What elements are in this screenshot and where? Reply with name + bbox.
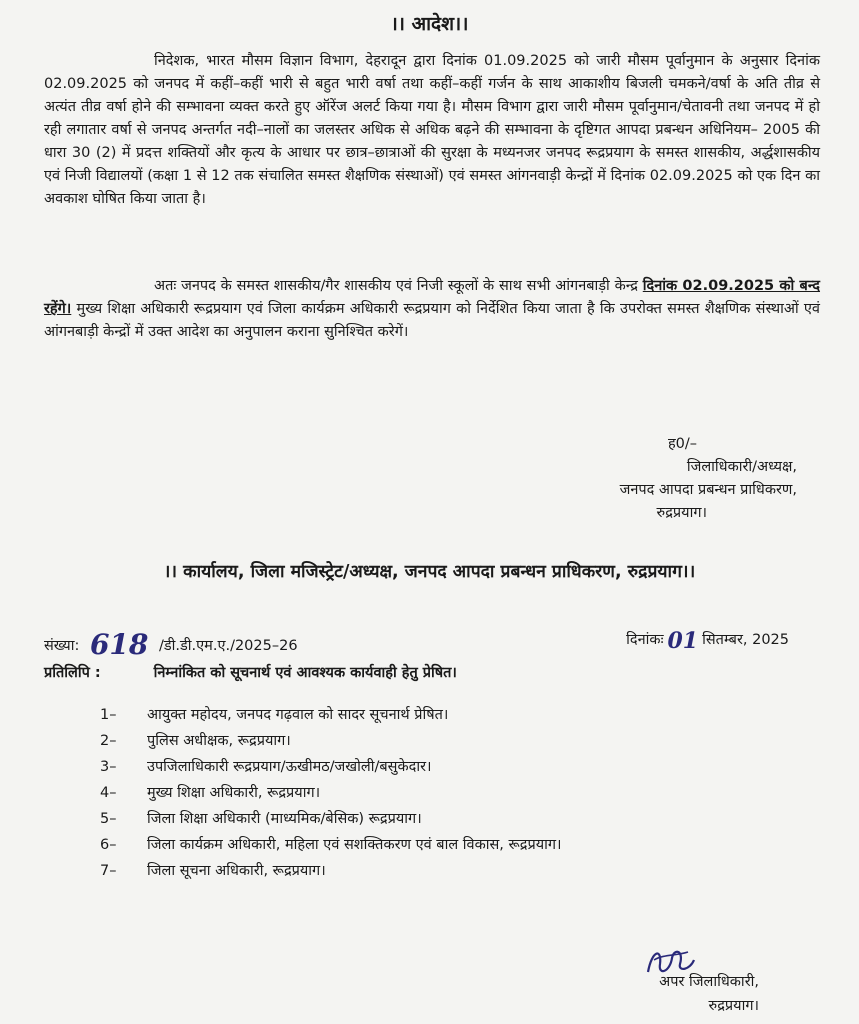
copy-label: प्रतिलिपि : bbox=[44, 665, 101, 681]
list-item-number: 7– bbox=[100, 863, 117, 879]
list-item-text: उपजिलाधिकारी रूद्रप्रयाग/ऊखीमठ/जखोली/बसुकेदार। bbox=[147, 759, 432, 775]
office-heading: ।। कार्यालय, जिला मजिस्ट्रेट/अध्यक्ष, जनपद आपदा प्रबन्धन प्राधिकरण, रुद्रप्रयाग।। bbox=[163, 562, 696, 582]
date-suffix: सितम्बर, 2025 bbox=[702, 632, 789, 648]
paragraph-1-text: निदेशक, भारत मौसम विज्ञान विभाग, देहरादून द्वारा दिनांक 01.09.2025 को जारी मौसम पूर्वानुमान के अनुसार दिनांक 02.09.2025 को जनपद में कहीं–कहीं भारी से बहुत भारी वर्षा तथा कहीं–कहीं गर्जन के साथ आकाशीय बिजली चमकने/वर्षा के अति तीव्र से अत्यंत तीव्र वर्षा होने की सम्भावना व्यक्त करते हुए ऑरेंज अलर्ट किया गया है। मौसम विभाग द्वारा जारी मौसम पूर्वानुमान/चेतावनी तथा जनपद में हो रही लगातार वर्षा से जनपद अन्तर्गत नदी–नालों का जलस्तर अधिक से अधिक बढ़ने की सम्भावना के दृष्टिगत आपदा प्रबन्धन अधिनियम– 2005 की धारा 30 (2) में प्रदत्त शक्तियों और कृत्य के आधार पर छात्र–छात्राओं की सुरक्षा के मध्यनजर जनपद रूद्रप्रयाग के समस्त शासकीय, अर्द्धशासकीय एवं निजी विद्यालयों (कक्षा 1 से 12 तक संचालित समस्त शैक्षणिक संस्थाओं) एवं समस्त आंगनवाड़ी केन्द्रों में दिनांक 02.09.2025 को एक दिन का अवकाश घोषित किया जाता है। bbox=[44, 53, 820, 207]
date-handwritten: 01 bbox=[667, 628, 699, 654]
list-item bbox=[100, 832, 562, 858]
list-item-number: 6– bbox=[100, 837, 117, 853]
list-item bbox=[100, 754, 562, 780]
reference-date bbox=[626, 628, 789, 654]
reference-line bbox=[44, 628, 789, 661]
list-item bbox=[100, 780, 562, 806]
copy-text: निम्नांकित को सूचनार्थ एवं आवश्यक कार्यवाही हेतु प्रेषित। bbox=[153, 665, 457, 681]
copy-line bbox=[44, 662, 457, 682]
list-item-number: 2– bbox=[100, 733, 117, 749]
signature-block-additional-dm bbox=[499, 970, 759, 1018]
list-item-text: जिला सूचना अधिकारी, रूद्रप्रयाग। bbox=[147, 863, 326, 879]
list-item-number: 5– bbox=[100, 811, 117, 827]
signatory-place: रुद्रप्रयाग। bbox=[656, 505, 707, 521]
list-item bbox=[100, 728, 562, 754]
signature-mark: ह0/– bbox=[667, 436, 697, 452]
list-item bbox=[100, 806, 562, 832]
list-item-text: जिला कार्यक्रम अधिकारी, महिला एवं सशक्तिकरण एवं बाल विकास, रूद्रप्रयाग। bbox=[147, 837, 562, 853]
signatory-place: रुद्रप्रयाग। bbox=[708, 998, 759, 1014]
paragraph-2-part1: अतः जनपद के समस्त शासकीय/गैर शासकीय एवं निजी स्कूलों के साथ सभी आंगनबाड़ी केन्द्र bbox=[154, 278, 638, 294]
list-item-number: 1– bbox=[100, 707, 117, 723]
reference-number-suffix: /डी.डी.एम.ए./2025–26 bbox=[159, 638, 298, 654]
list-item-number: 4– bbox=[100, 785, 117, 801]
list-item-text: मुख्य शिक्षा अधिकारी, रूद्रप्रयाग। bbox=[147, 785, 321, 801]
reference-number-handwritten: 618 bbox=[89, 628, 149, 661]
list-item-number: 3– bbox=[100, 759, 117, 775]
order-paragraph-1 bbox=[44, 50, 820, 211]
recipient-list bbox=[100, 702, 562, 884]
reference-number-label: संख्या: bbox=[44, 638, 80, 654]
signatory-designation: अपर जिलाधिकारी, bbox=[659, 974, 759, 990]
list-item bbox=[100, 702, 562, 728]
signature-block-district-magistrate bbox=[497, 433, 797, 525]
list-item bbox=[100, 858, 562, 884]
order-title: ।। आदेश।। bbox=[390, 13, 469, 35]
signatory-designation: जिलाधिकारी/अध्यक्ष, bbox=[686, 459, 797, 475]
order-paragraph-2 bbox=[44, 275, 820, 344]
paragraph-2-part2: मुख्य शिक्षा अधिकारी रूद्रप्रयाग एवं जिला कार्यक्रम अधिकारी रूद्रप्रयाग को निर्देशित किया जाता है कि उपरोक्त समस्त शैक्षणिक संस्थाओं एवं आंगनबाड़ी केन्द्रों में उक्त आदेश का अनुपालन कराना सुनिश्चित करेगें। bbox=[44, 301, 820, 340]
closure-statement: दिनांक 02.09.2025 को बन्द रहेंगे। bbox=[44, 278, 821, 317]
list-item-text: पुलिस अधीक्षक, रूद्रप्रयाग। bbox=[147, 733, 291, 749]
date-label: दिनांकः bbox=[626, 632, 664, 648]
list-item-text: आयुक्त महोदय, जनपद गढ़वाल को सादर सूचनार्थ प्रेषित। bbox=[147, 707, 449, 723]
list-item-text: जिला शिक्षा अधिकारी (माध्यमिक/बेसिक) रूद्रप्रयाग। bbox=[147, 811, 422, 827]
signatory-authority: जनपद आपदा प्रबन्धन प्राधिकरण, bbox=[619, 482, 797, 498]
